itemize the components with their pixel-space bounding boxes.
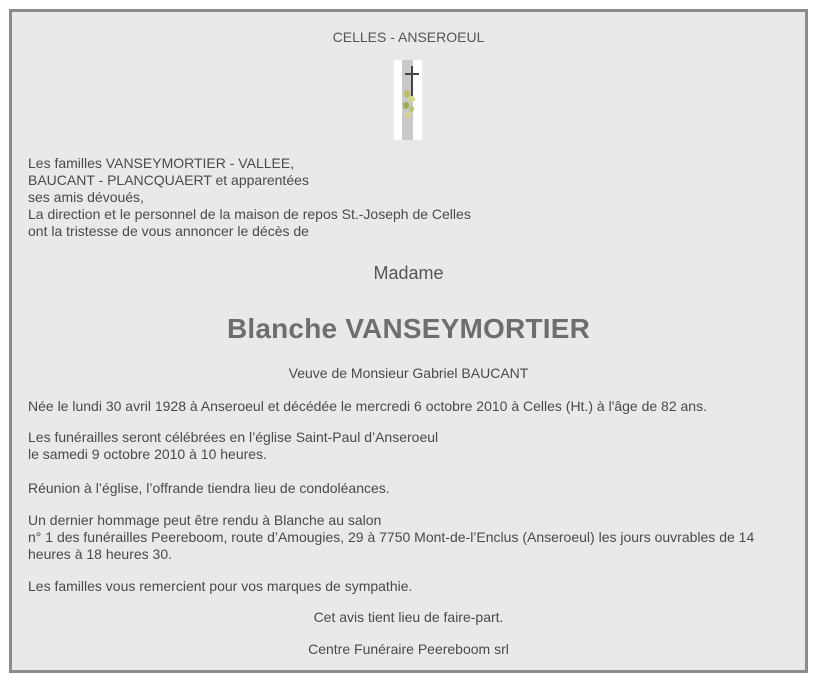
homage-line-2: n° 1 des funérailles Peereboom, route d’Amougies, 29 à 7750 Mont-de-l’Enclus (Anseroeul) les jours ouvrables de 14 — [28, 529, 755, 545]
thanks-text: Les familles vous remercient pour vos marques de sympathie. — [28, 578, 413, 594]
intro-line-5: ont la tristesse de vous annoncer le décès de — [28, 223, 309, 239]
homage-line-1: Un dernier hommage peut être rendu à Blanche au salon — [28, 512, 382, 528]
faire-part-notice: Cet avis tient lieu de faire-part. — [313, 609, 504, 625]
widow-of: Veuve de Monsieur Gabriel BAUCANT — [288, 365, 529, 381]
intro-line-4: La direction et le personnel de la maison de repos St.-Joseph de Celles — [28, 206, 471, 222]
salutation: Madame — [373, 263, 444, 283]
intro-line-3: ses amis dévoués, — [28, 189, 144, 205]
intro-line-1: Les familles VANSEYMORTIER - VALLEE, — [28, 155, 295, 171]
homage-line-3: heures à 18 heures 30. — [28, 546, 172, 562]
location-heading: CELLES - ANSEROEUL — [332, 29, 485, 45]
reunion-text: Réunion à l’église, l’offrande tiendra lieu de condoléances. — [28, 480, 390, 496]
birth-death-text: Née le lundi 30 avril 1928 à Anseroeul et décédée le mercredi 6 octobre 2010 à Celles (Ht.) à l'âge de 82 ans. — [28, 398, 707, 414]
cross-with-flowers-icon — [394, 60, 422, 140]
funeral-line-1: Les funérailles seront célébrées en l’église Saint-Paul d’Anseroeul — [28, 429, 439, 445]
obituary-card — [9, 9, 808, 673]
deceased-name: Blanche VANSEYMORTIER — [226, 313, 591, 344]
intro-line-2: BAUCANT - PLANCQUAERT et apparentées — [28, 172, 309, 188]
funeral-home-name: Centre Funéraire Peereboom srl — [308, 641, 509, 657]
funeral-line-2: le samedi 9 octobre 2010 à 10 heures. — [28, 446, 267, 462]
